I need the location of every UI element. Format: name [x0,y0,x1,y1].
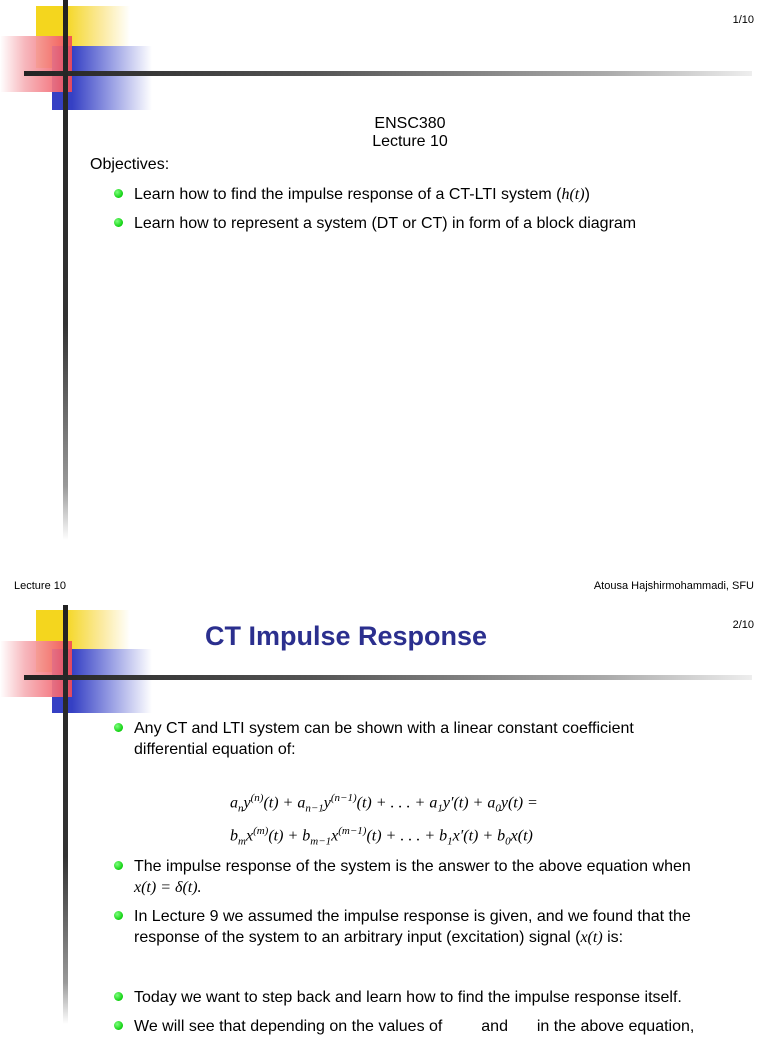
lecture-number: Lecture 10 [372,133,448,150]
page-number: 1/10 [732,14,754,26]
bullet-icon [114,911,123,920]
footer-right: Atousa Hajshirmohammadi, SFU [593,580,754,592]
decor-horizontal-line [24,675,752,680]
footer-left: Lecture 10 [14,580,66,592]
list-item: We will see that depending on the values of and in the above equation, [112,1016,752,1037]
bullet-icon [114,189,123,198]
bullet-icon [114,723,123,732]
bullet-icon [114,861,123,870]
bullet-icon [114,1021,123,1030]
title-block [300,115,520,151]
list-item: Today we want to step back and learn how to find the impulse response itself. [112,987,752,1008]
list-item: Learn how to find the impulse response of a CT-LTI system (h(t)) [112,184,636,205]
list-item: Learn how to represent a system (DT or CT) in form of a block diagram [112,213,636,234]
decor-vertical-line [63,605,68,1024]
list-item: In Lecture 9 we assumed the impulse response is given, and we found that the response of the system to an arbitrary input (excitation) signal (x(t) is: [112,906,752,948]
list-item: Any CT and LTI system can be shown with a linear constant coefficient differential equation of: [112,718,752,760]
decor-red-square [0,36,72,92]
content-list [112,718,752,760]
page-number: 2/10 [732,619,754,631]
differential-equation: $a_ny^{(n)}(t) + a_{n-1}y^{(n-1)}(t)$ + . . . + $a_1y'(t) + a_0y(t)$ = $b_mx^{(m)}(t) + b_{m-1}x^{(m-1)}(t)$ + . . . + $b_1x'(t) + b_0x(t)$ [230,792,538,848]
slide-title: CT Impulse Response [205,621,488,651]
decor-horizontal-line [24,71,752,76]
objectives-label: Objectives: [90,156,170,173]
slide-2 [0,605,768,1035]
list-item: The impulse response of the system is the answer to the above equation when x(t) = δ(t). [112,856,752,898]
content-list-2 [112,856,752,948]
objectives-list [112,184,636,234]
decor-vertical-line [63,0,68,540]
course-code: ENSC380 [374,115,446,132]
bullet-icon [114,218,123,227]
decor-red-square [0,641,72,697]
bullet-icon [114,992,123,1001]
content-list-3 [112,987,752,1037]
